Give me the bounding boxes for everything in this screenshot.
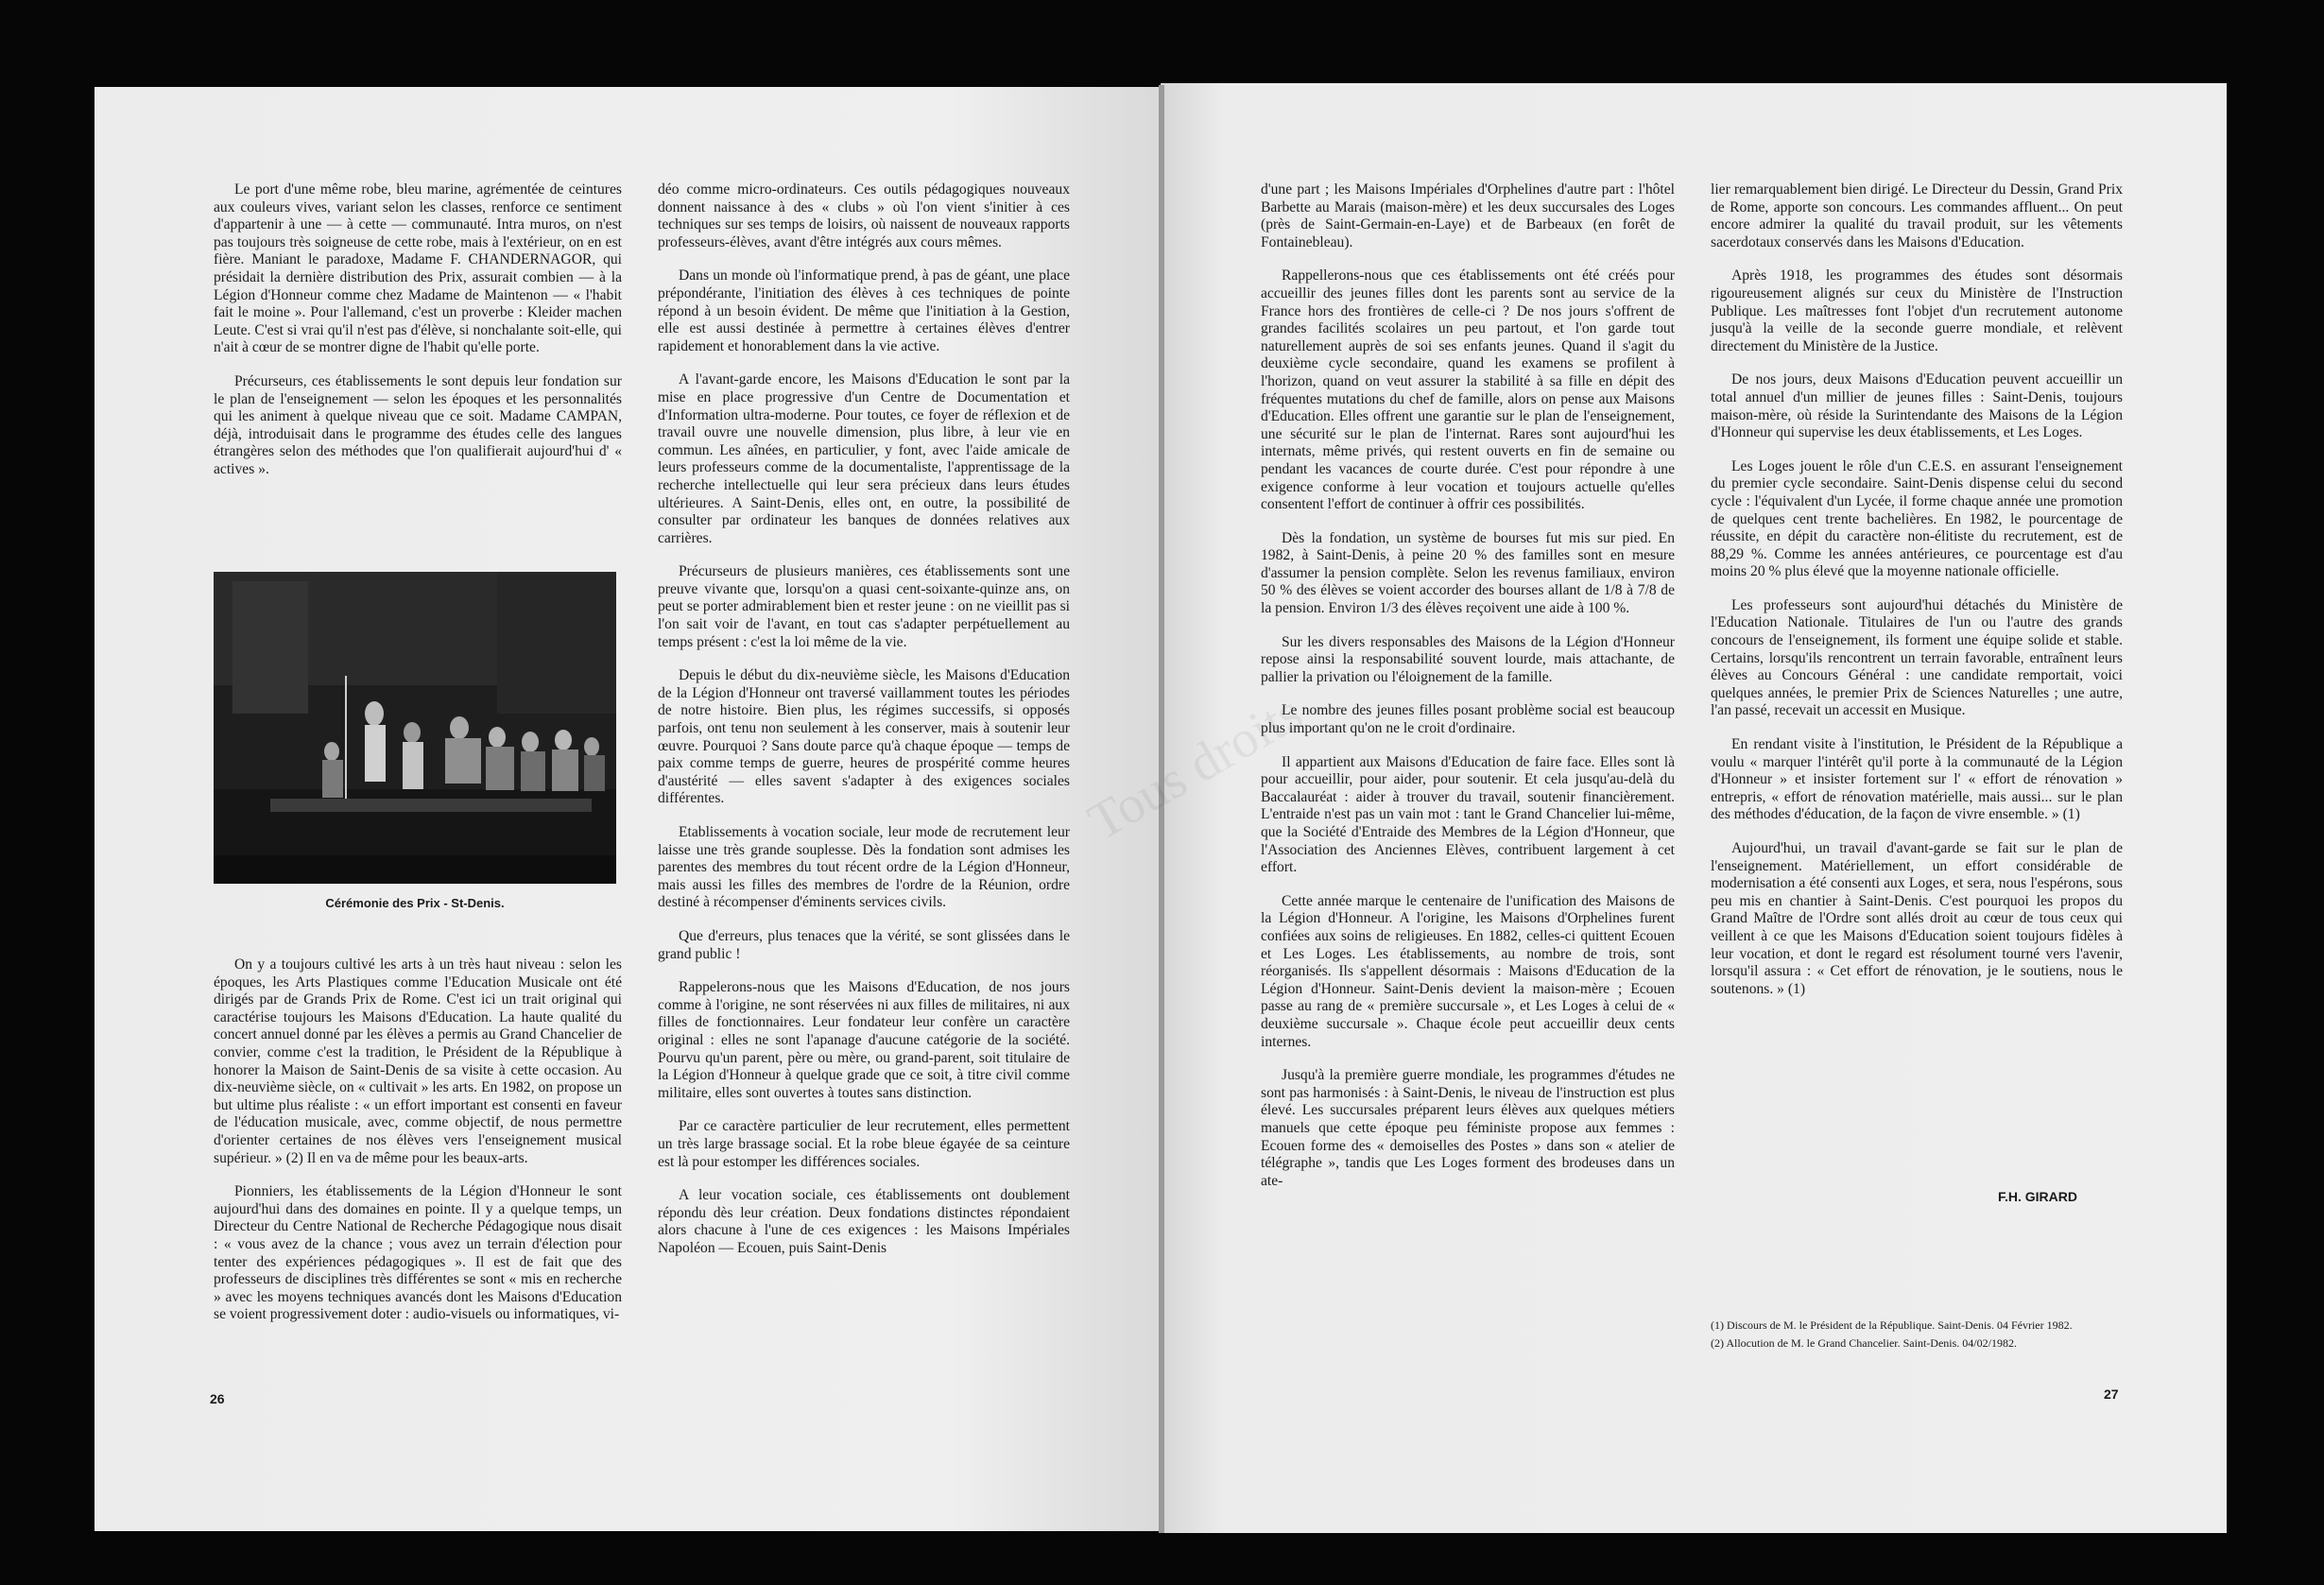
paragraph: Le nombre des jeunes filles posant problème social est beaucoup plus important qu'on ne le croit d'ordinaire.	[1261, 702, 1675, 737]
paragraph: Après 1918, les programmes des études sont désormais rigoureusement alignés sur ceux du Ministère de l'Instruction Publique. Les maîtresses font l'objet d'un recrutement autonome jusqu'à la veille de la seconde guerre mondiale, et relèvent directement du Ministère de la Justice.	[1711, 267, 2123, 354]
page-number-right: 27	[2104, 1387, 2119, 1402]
paragraph: A leur vocation sociale, ces établissements ont doublement répondu dès leur création. Deux fondations distinctes répondaient alors chacune à l'une de ces exigences : les Maisons Impériales Napoléon — Ecouen, puis Saint-Denis	[658, 1187, 1070, 1256]
right-column-1	[1261, 181, 1675, 1206]
paragraph: Par ce caractère particulier de leur recrutement, elles permettent un très large brassage social. Et la robe bleue égayée de sa ceinture est là pour estomper les différences sociales.	[658, 1118, 1070, 1170]
paragraph: Depuis le début du dix-neuvième siècle, les Maisons d'Education de la Légion d'Honneur ont traversé vaillamment toutes les périodes de notre histoire. Bien plus, les régimes successifs, si opposés parfois, ont tenu non seulement à les conserver, mais à soutenir leur œuvre. Pourquoi ? Sans doute parce qu'à chaque époque — temps de paix comme temps de guerre, heures de prospérité comme heures d'austérité — elles savent s'adapter à des exigences sociales différentes.	[658, 667, 1070, 807]
right-column-2	[1711, 181, 2123, 1014]
paragraph: Que d'erreurs, plus tenaces que la vérité, se sont glissées dans le grand public !	[658, 927, 1070, 962]
paragraph: A l'avant-garde encore, les Maisons d'Education le sont par la mise en place progressive d'un Centre de Documentation et d'Information ultra-moderne. Pour toutes, ce foyer de réflexion et de travail ouvre une nouvelle dimension, plus libre, à leur vie en commun. Les aînées, en particulier, y font, avec l'aide amicale de leurs professeurs comme de la documentaliste, l'apprentissage de la recherche intellectuelle qui leur sera précieux dans leurs études ultérieures. A Saint-Denis, elles ont, en outre, la possibilité de consulter par ordinateur les banques de données relatives aux carrières.	[658, 371, 1070, 546]
footnote: (1) Discours de M. le Président de la République. Saint-Denis. 04 Février 1982.	[1711, 1318, 2073, 1332]
paragraph: Précurseurs, ces établissements le sont depuis leur fondation sur le plan de l'enseignement — selon les époques et les personnalités qui les animent à quelque niveau que ce soit. Madame CAMPAN, déjà, introduisait dans le programme des études celle des langues étrangères selon des méthodes que l'on qualifierait aujourd'hui d' « actives ».	[214, 372, 622, 477]
left-column-1-bottom	[214, 956, 622, 1340]
paragraph: lier remarquablement bien dirigé. Le Directeur du Dessin, Grand Prix de Rome, apporte son concours. Les commandes affluent... On peut encore admirer la qualité du travail produit, sur les vêtements sacerdotaux conservés dans les Maisons d'Education.	[1711, 181, 2123, 250]
ceremony-photo	[214, 572, 616, 884]
book-gutter	[1159, 85, 1164, 1533]
paragraph: Pionniers, les établissements de la Légion d'Honneur le sont aujourd'hui dans des domaines en pointe. Il y a quelque temps, un Directeur du Centre National de Recherche Pédagogique nous disait : « vous avez de la chance ; vous avez un terrain d'élection pour tenter des expériences pédagogiques ». Il est de fait que des professeurs de disciplines très différentes se sont « mis en recherche » avec les moyens techniques avancés dont les Maisons d'Education se voient progressivement doter : audio-visuels ou informatiques, vi-	[214, 1183, 622, 1323]
paragraph: Sur les divers responsables des Maisons de la Légion d'Honneur repose ainsi la responsabilité souvent lourde, mais attachante, de pallier la privation ou l'éloignement de la famille.	[1261, 633, 1675, 685]
paragraph: En rendant visite à l'institution, le Président de la République a voulu « marquer l'intérêt qu'il porte à la communauté de la Légion d'Honneur » et insister fortement sur l' « effort de rénovation » entrepris, « effort de rénovation matérielle, mais aussi... sur le plan des méthodes d'éducation, de la façon de vivre ensemble. » (1)	[1711, 736, 2123, 823]
paragraph: On y a toujours cultivé les arts à un très haut niveau : selon les époques, les Arts Plastiques comme l'Education Musicale ont été dirigés par de Grands Prix de Rome. C'est ici un trait original qui caractérise toujours les Maisons d'Education. La haute qualité du concert annuel donné par les élèves a permis au Grand Chancelier de convier, comme c'est la tradition, le Président de la République à honorer la Maison de Saint-Denis de sa visite à cette occasion. Au dix-neuvième siècle, on « cultivait » les arts. En 1982, on propose un but ultime plus réaliste : « un effort important est consenti en faveur de l'éducation musicale, avec, comme objectif, de nous permettre d'orienter certaines de nos élèves vers l'enseignement musical supérieur. » (2) Il en va de même pour les beaux-arts.	[214, 956, 622, 1166]
left-column-1-top	[214, 181, 622, 495]
paragraph: d'une part ; les Maisons Impériales d'Orphelines d'autre part : l'hôtel Barbette au Marais (maison-mère) et les deux succursales des Loges (près de Saint-Germain-en-Laye) et de Barbeaux (en forêt de Fontainebleau).	[1261, 181, 1675, 250]
paragraph: Précurseurs de plusieurs manières, ces établissements sont une preuve vivante que, lorsqu'on a quasi cent-soixante-quinze ans, on peut se porter admirablement bien et rester jeune : on ne vieillit pas si l'on sait voir de l'avant, en tout cas s'adapter perpétuellement au temps présent : c'est la loi même de la vie.	[658, 563, 1070, 650]
paragraph: Dans un monde où l'informatique prend, à pas de géant, une place prépondérante, l'initiation des élèves à ces techniques de pointe répond à un besoin évident. De même que l'initiation à la Gestion, elle est aussi destinée à permettre à certaines élèves d'entrer rapidement et honorablement dans la vie active.	[658, 267, 1070, 354]
paragraph: déo comme micro-ordinateurs. Ces outils pédagogiques nouveaux donnent naissance à des « clubs » où l'on vient s'initier à ces techniques sur ses temps de loisirs, où naissent de nouveaux rapports professeurs-élèves, avant d'être intégrés aux cours mêmes.	[658, 181, 1070, 250]
paragraph: Le port d'une même robe, bleu marine, agrémentée de ceintures aux couleurs vives, variant selon les classes, renforce ce sentiment d'appartenir à une — à cette — communauté. Intra muros, on n'est pas toujours très soigneuse de cette robe, mais à l'extérieur, on en est fière. Maniant le paradoxe, Madame F. CHANDERNAGOR, qui présidait la dernière distribution des Prix, assurait combien — à la Légion d'Honneur comme chez Madame de Maintenon — « l'habit fait le moine ». Pour l'allemand, c'est un proverbe : Kleider machen Leute. C'est si vrai qu'il n'est pas d'élève, si nonchalante soit-elle, qui n'ait à cœur de se montrer digne de l'habit qu'elle porte.	[214, 181, 622, 356]
paragraph: De nos jours, deux Maisons d'Education peuvent accueillir un total annuel d'un millier de jeunes filles : Saint-Denis, toujours maison-mère, où réside la Surintendante des Maisons de la Légion d'Honneur qui supervise les deux établissements, et Les Loges.	[1711, 371, 2123, 441]
footnotes	[1711, 1318, 2123, 1354]
paragraph: Rappellerons-nous que ces établissements ont été créés pour accueillir des jeunes filles dont les parents sont au service de la France hors des frontières de celle-ci ? De nos jours s'offrent de grandes facilités scolaires un peu partout, et l'on garde tout naturellement auprès de soi ses enfants jeunes. Quand il s'agit du deuxième cycle secondaire, quand les examens se profilent à l'horizon, quand on veut assurer la stabilité à sa fille en dépit des fréquentes mutations du chef de famille, alors on pense aux Maisons d'Education. Elles offrent une garantie sur le plan de l'enseignement, une sécurité sur le plan de l'internat. Rares sont aujourd'hui les internats, même privés, qui restent ouverts en fin de semaine ou pendant les vacances de courte durée. C'est pour répondre à une exigence conforme à leur vocation et toujours actuelle qu'elles consentent l'effort de continuer à offrir ces possibilités.	[1261, 267, 1675, 513]
photo-caption: Cérémonie des Prix - St-Denis.	[325, 896, 505, 910]
paragraph: Jusqu'à la première guerre mondiale, les programmes d'études ne sont pas harmonisés : à Saint-Denis, le niveau de l'instruction est plus élevé. Les succursales préparent leurs élèves aux quelques métiers manuels que cette époque peu féministe propose aux femmes : Ecouen forme des « demoiselles des Postes » dans son « atelier de télégraphe », tandis que Les Loges forment des brodeuses dans un ate-	[1261, 1067, 1675, 1189]
left-column-2	[658, 181, 1070, 1273]
page-number-left: 26	[210, 1391, 225, 1406]
paragraph: Etablissements à vocation sociale, leur mode de recrutement leur laisse une très grande souplesse. Dès la fondation sont admises les parentes des membres du tout récent ordre de la Légion d'Honneur, mais aussi les filles des membres de l'ordre de la Réunion, ordre destiné à récompenser d'éminents services civils.	[658, 824, 1070, 911]
paragraph: Cette année marque le centenaire de l'unification des Maisons de la Légion d'Honneur. A l'origine, les Maisons d'Orphelines furent confiées aux soins de religieuses. En 1882, celles-ci quittent Ecouen et Les Loges. Les établissements, au nombre de trois, sont réorganisés. Ils s'appellent désormais : Maisons d'Education de la Légion d'Honneur. Saint-Denis devient la maison-mère ; Ecouen passe au rang de « première succursale », et Les Loges à celui de « deuxième succursale ». Chaque école peut accueillir deux cents internes.	[1261, 892, 1675, 1050]
paragraph: Rappelerons-nous que les Maisons d'Education, de nos jours comme à l'origine, ne sont réservées ni aux filles de militaires, ni aux filles de fonctionnaires. Leur fondateur leur confère un caractère original : elles ne sont l'apanage d'aucune catégorie de la société. Pourvu qu'un parent, père ou mère, ou grand-parent, soit titulaire de la Légion d'Honneur à quelque grade que ce soit, à titre civil comme militaire, elles sont ouvertes à toutes sans distinction.	[658, 979, 1070, 1101]
paragraph: Les Loges jouent le rôle d'un C.E.S. en assurant l'enseignement du premier cycle secondaire. Saint-Denis dispense celui du second cycle : l'équivalent d'un Lycée, il forme chaque année une promotion de quelques cent trente bachelières. En 1982, le pourcentage de réussite, en dépit du caractère non-élitiste du recrutement, est de 88,29 %. Comme les années antérieures, ce pourcentage est d'au moins 20 % plus élevé que la moyenne nationale officielle.	[1711, 457, 2123, 580]
footnote: (2) Allocution de M. le Grand Chancelier. Saint-Denis. 04/02/1982.	[1711, 1336, 2017, 1350]
paragraph: Les professeurs sont aujourd'hui détachés du Ministère de l'Education Nationale. Titulaires de l'un ou l'autre des grands concours de l'enseignement, ils forment une équipe solide et stable. Certains, lorsqu'ils rencontrent un terrain favorable, entraînent leurs élèves au Concours Général : une candidate remportait, voici quelques années, le premier Prix de Sciences Naturelles ; une autre, l'an passé, recevait un accessit en Musique.	[1711, 596, 2123, 719]
paragraph: Aujourd'hui, un travail d'avant-garde se fait sur le plan de l'enseignement. Matériellement, un effort considérable de modernisation a été consenti aux Loges, et sera, nous l'espérons, sous peu mis en chantier à Saint-Denis. C'est pourquoi les propos du Grand Maître de l'Ordre sont allés droit au cœur de tous ceux qui veillent à ce que les Maisons d'Education soient toujours fidèles à leur vocation, et dont le regard est résolument tourné vers l'avenir, lorsqu'il assura : « Cet effort de rénovation, je le soutiens, nous le soutenons. » (1)	[1711, 840, 2123, 997]
paragraph: Il appartient aux Maisons d'Education de faire face. Elles sont là pour accueillir, pour aider, pour soutenir. Et cela jusqu'au-delà du Baccalauréat : aider à trouver du travail, soutenir financièrement. L'entraide n'est pas un vain mot : tant le Grand Chancelier lui-même, que la Société d'Entraide des Membres de la Légion d'Honneur, que l'Association des Anciennes Elèves, contribuent largement à cet effort.	[1261, 753, 1675, 876]
paragraph: Dès la fondation, un système de bourses fut mis sur pied. En 1982, à Saint-Denis, à peine 20 % des familles sont en mesure d'assumer la pension complète. Selon les revenus familiaux, environ 50 % des élèves se voient accorder des bourses allant de 1/8 à 7/8 de la pension. Environ 1/3 des élèves reçoivent une aide à 100 %.	[1261, 529, 1675, 617]
author-signature: F.H. GIRARD	[1998, 1189, 2077, 1204]
